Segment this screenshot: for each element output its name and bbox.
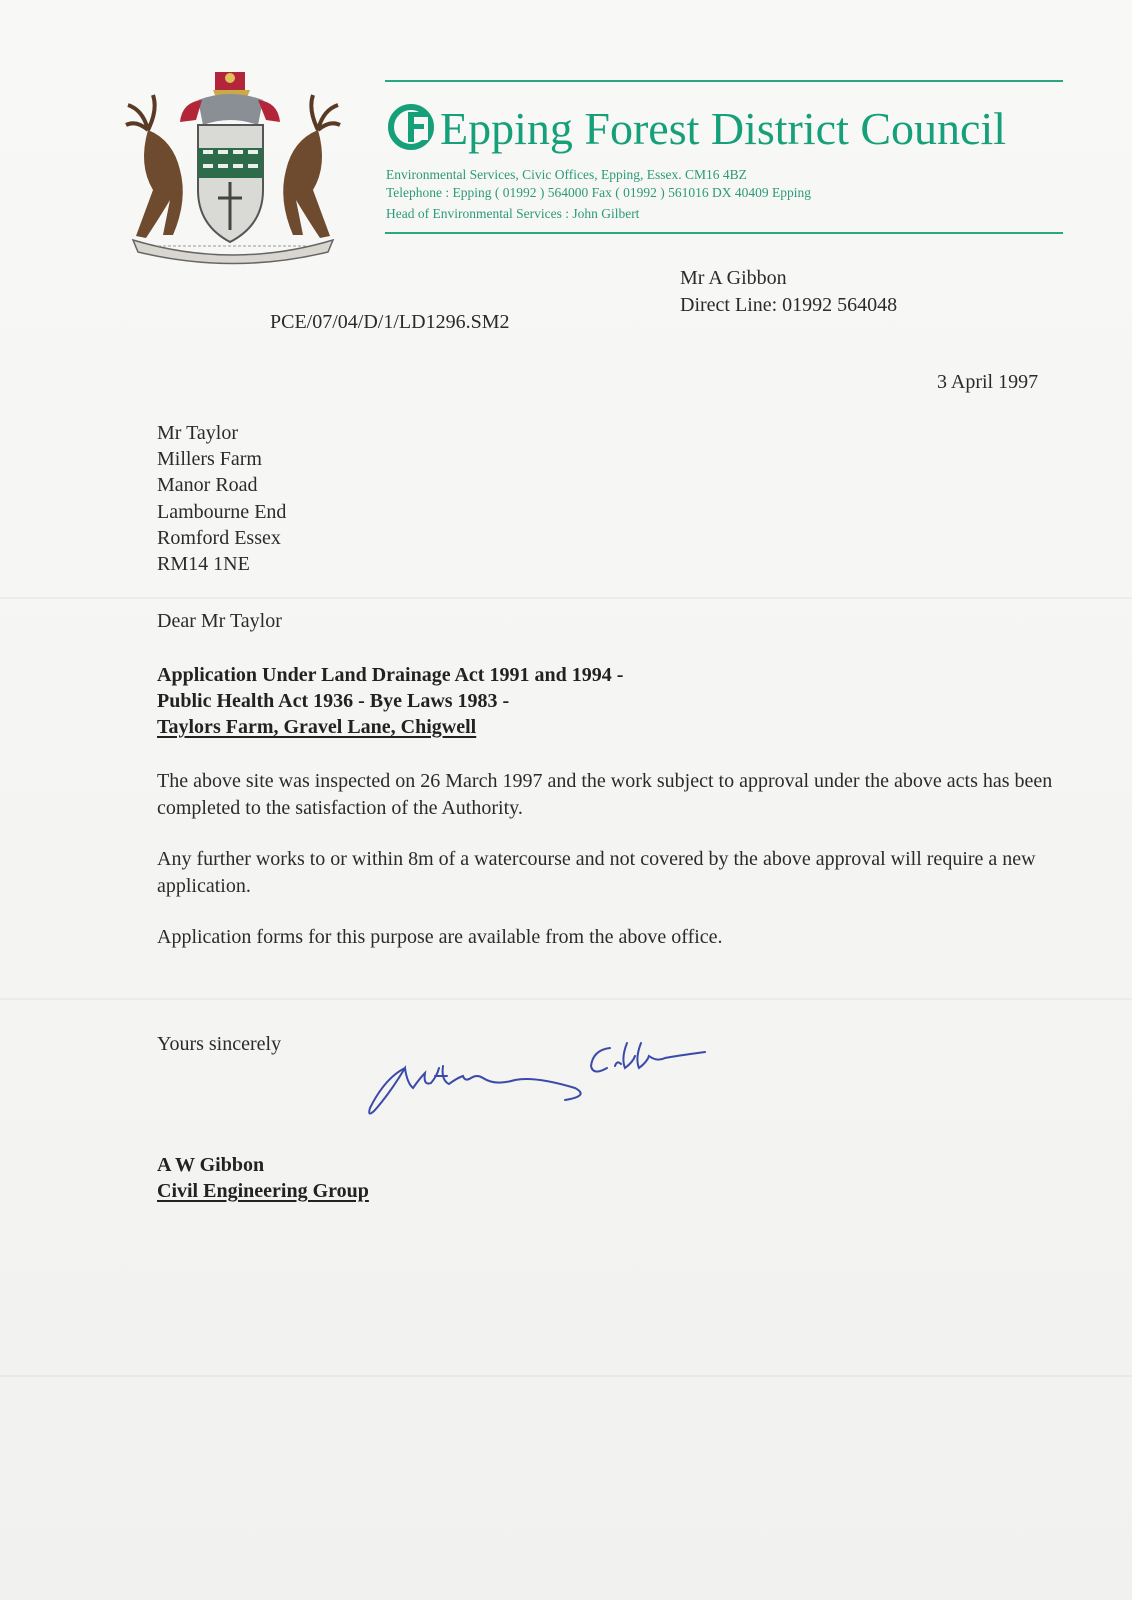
- recipient-line: Lambourne End: [157, 501, 287, 523]
- letterhead-address: Environmental Services, Civic Offices, Epping, Essex. CM16 4BZ: [386, 167, 747, 182]
- letterhead-top-rule: [385, 80, 1063, 82]
- letterhead-bottom-rule: [385, 232, 1063, 234]
- ef-logo-icon: [388, 104, 434, 150]
- council-name: [388, 104, 1006, 152]
- recipient-line: RM14 1NE: [157, 553, 250, 575]
- handwritten-signature-icon: [365, 1038, 725, 1128]
- recipient-line: Manor Road: [157, 474, 258, 496]
- direct-line: Direct Line: 01992 564048: [680, 294, 898, 316]
- letterhead-head-of-service: Head of Environmental Services : John Gilbert: [386, 206, 640, 221]
- paper-fold: [0, 998, 1132, 1000]
- paper-fold: [0, 1375, 1132, 1377]
- recipient-line: Mr Taylor: [157, 422, 238, 444]
- council-name-text: Epping Forest District Council: [440, 103, 1007, 154]
- body-paragraph: Application forms for this purpose are available from the above office.: [157, 926, 723, 948]
- reference-number: PCE/07/04/D/1/LD1296.SM2: [270, 311, 510, 333]
- subject-site: Taylors Farm, Gravel Lane, Chigwell: [157, 716, 477, 738]
- closing: Yours sincerely: [157, 1033, 282, 1055]
- subject-line: Application Under Land Drainage Act 1991 and 1994 -: [157, 664, 624, 686]
- body-paragraph: The above site was inspected on 26 March 1997 and the work subject to approval under the above acts has been completed to the satisfaction of the Authority.: [157, 770, 1053, 819]
- salutation: Dear Mr Taylor: [157, 610, 282, 632]
- signatory-name: A W Gibbon: [157, 1154, 265, 1176]
- signatory-group: Civil Engineering Group: [157, 1180, 369, 1202]
- coat-of-arms-icon: [118, 70, 348, 270]
- recipient-line: Millers Farm: [157, 448, 262, 470]
- recipient-line: Romford Essex: [157, 527, 281, 549]
- contact-name: Mr A Gibbon: [680, 267, 787, 289]
- letterhead-telephone: Telephone : Epping ( 01992 ) 564000 Fax ( 01992 ) 561016 DX 40409 Epping: [386, 185, 812, 200]
- letter-date: 3 April 1997: [937, 371, 1039, 393]
- subject-line: Public Health Act 1936 - Bye Laws 1983 -: [157, 690, 510, 712]
- paper-fold: [0, 597, 1132, 599]
- body-paragraph: Any further works to or within 8m of a watercourse and not covered by the above approval will require a new application.: [157, 848, 1036, 897]
